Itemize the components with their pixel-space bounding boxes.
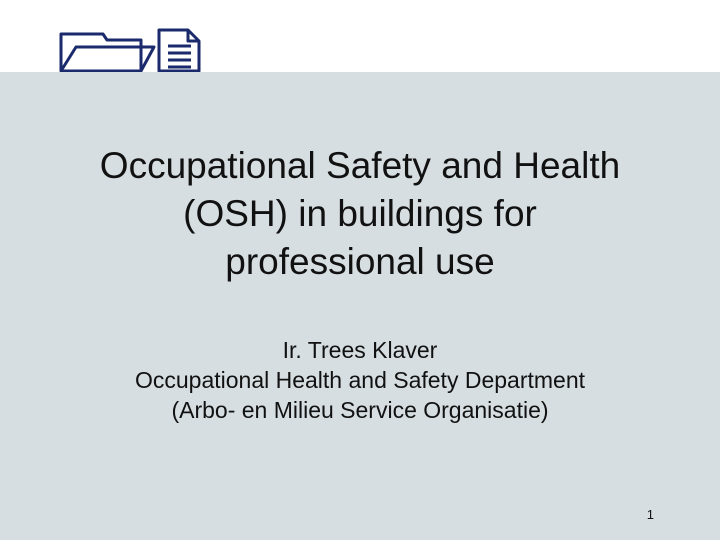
folder-icon	[61, 34, 154, 71]
document-icon	[159, 30, 199, 71]
page-number: 1	[646, 507, 654, 522]
top-bar	[0, 0, 720, 72]
header-icons	[58, 22, 208, 78]
subtitle-line: (Arbo- en Milieu Service Organisatie)	[171, 397, 549, 423]
slide-subtitle	[40, 335, 680, 425]
subtitle-line: Occupational Health and Safety Department	[134, 367, 586, 393]
title-line: Occupational Safety and Health	[99, 145, 621, 186]
slide-title	[40, 142, 680, 286]
title-line: professional use	[225, 241, 495, 282]
title-line: (OSH) in buildings for	[183, 193, 537, 234]
subtitle-line: Ir. Trees Klaver	[282, 337, 438, 363]
